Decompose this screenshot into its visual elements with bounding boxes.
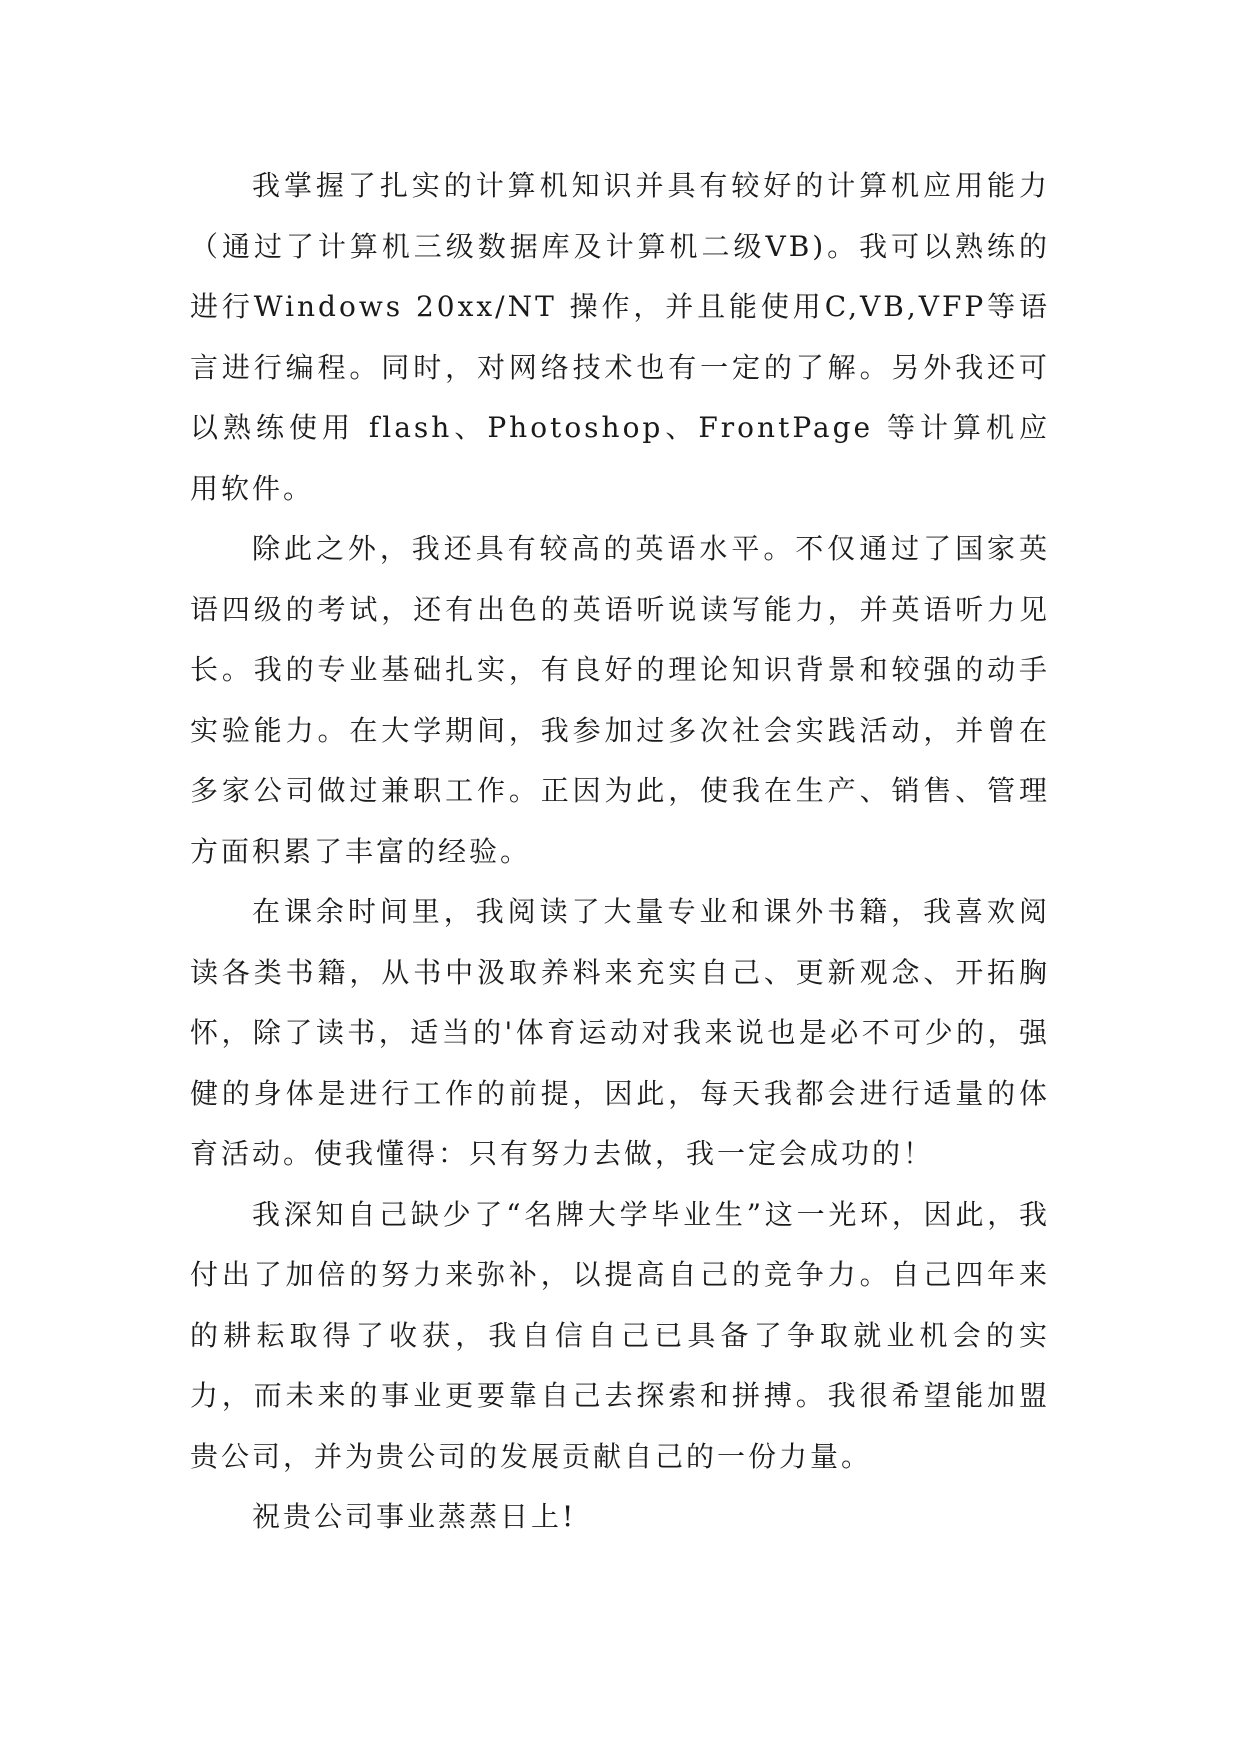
paragraph-closing-wish: 祝贵公司事业蒸蒸日上! [252,1500,577,1533]
paragraph-self-motivation: 我深知自己缺少了“名牌大学毕业生”这一光环，因此，我付出了加倍的努力来弥补，以提高自己的竞争力。自己四年来的耕耘取得了收获，我自信自己已具备了争取就业机会的实力，而未来的事业更要靠自己去探索和拼搏。我很希望能加盟贵公司，并为贵公司的发展贡献自己的一份力量。 [190,1197,1050,1473]
paragraph-reading-sports: 在课余时间里，我阅读了大量专业和课外书籍，我喜欢阅读各类书籍，从书中汲取养料来充实自己、更新观念、开拓胸怀，除了读书，适当的'体育运动对我来说也是必不可少的，强健的身体是进行工作的前提，因此，每天我都会进行适量的体育活动。使我懂得：只有努力去做，我一定会成功的！ [190,895,1050,1170]
paragraph-computer-skills: 我掌握了扎实的计算机知识并具有较好的计算机应用能力（通过了计算机三级数据库及计算机二级VB)。我可以熟练的进行Windows 20xx/NT 操作，并且能使用C,VB,VFP等语言进行编程。同时，对网络技术也有一定的了解。另外我还可以熟练使用 flash、Photoshop、FrontPage 等计算机应用软件。 [190,169,1050,505]
paragraph-english-skills: 除此之外，我还具有较高的英语水平。不仅通过了国家英语四级的考试，还有出色的英语听说读写能力，并英语听力见长。我的专业基础扎实，有良好的理论知识背景和较强的动手实验能力。在大学期间，我参加过多次社会实践活动，并曾在多家公司做过兼职工作。正因为此，使我在生产、销售、管理方面积累了丰富的经验。 [190,532,1050,868]
document-body [190,156,1050,1548]
